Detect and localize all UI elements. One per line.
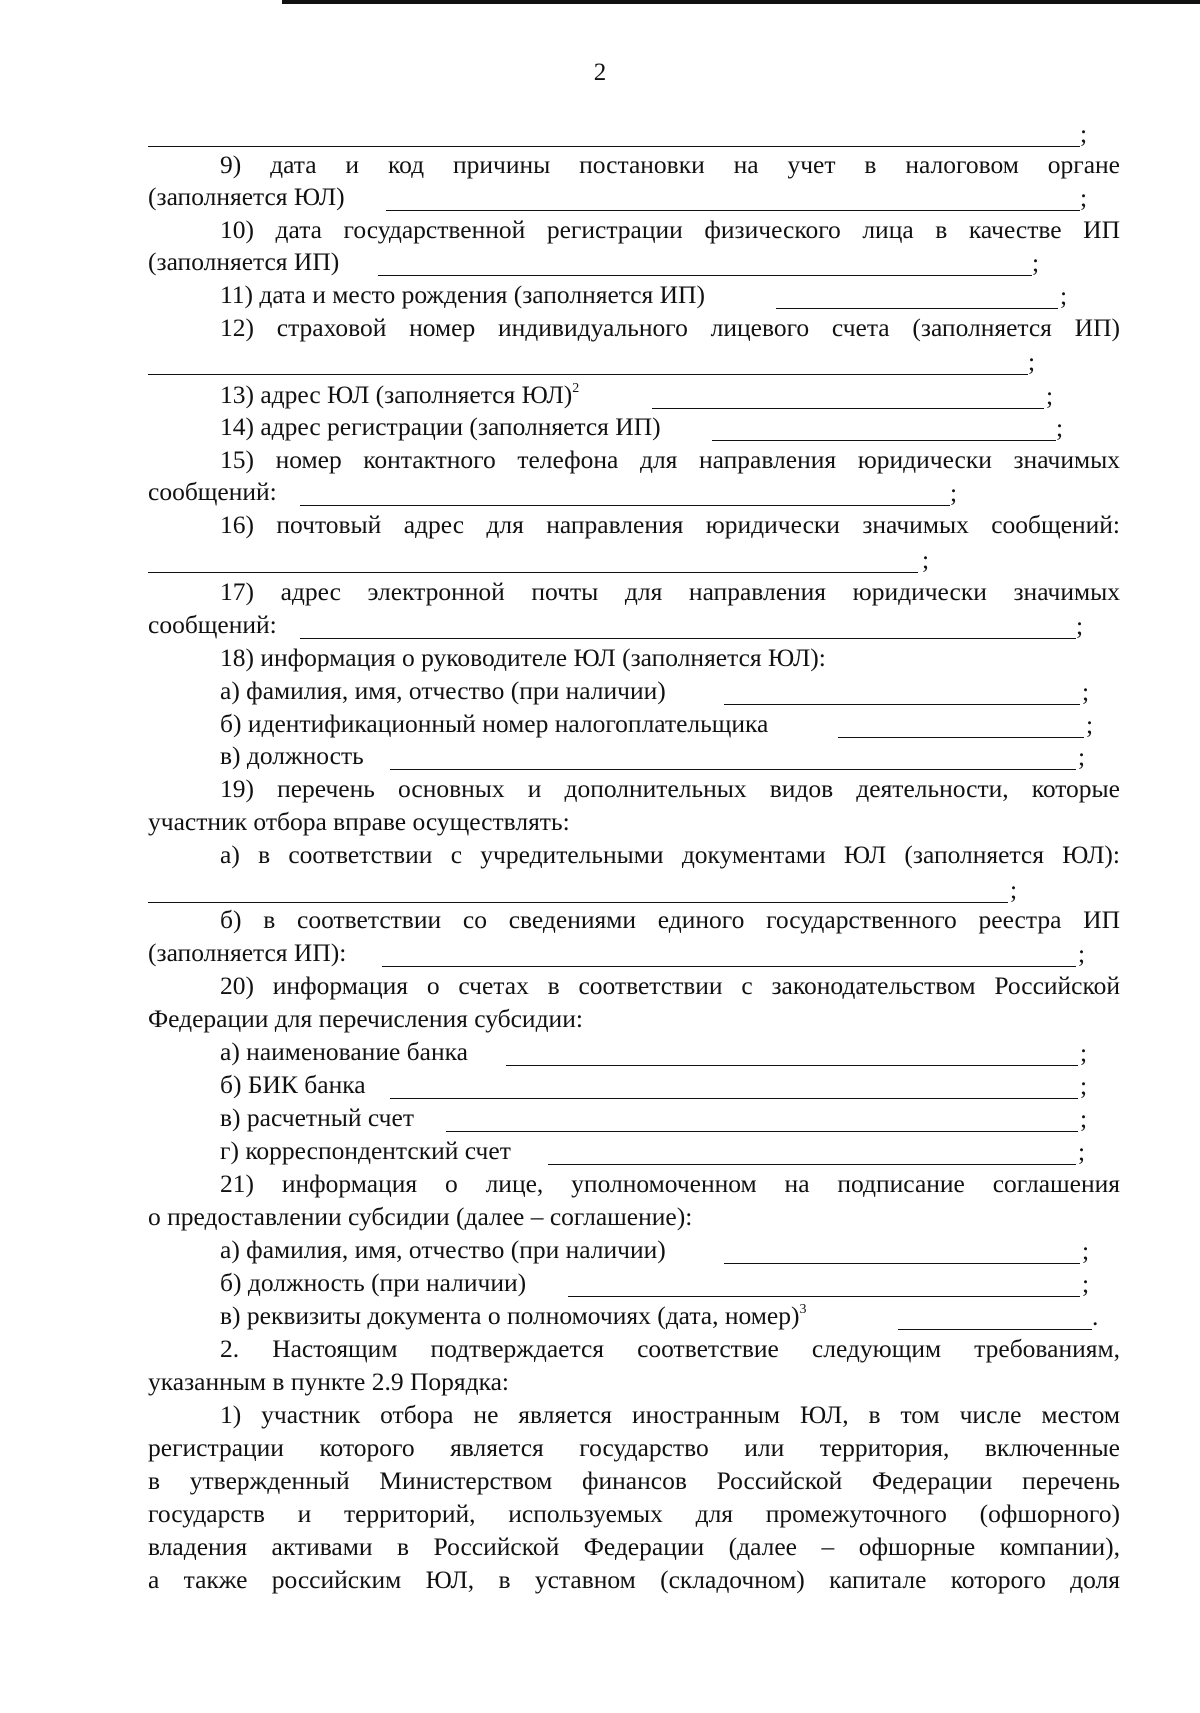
line-end-punct: ; bbox=[1080, 119, 1088, 148]
fill-line bbox=[838, 737, 1084, 738]
line-end-punct: ; bbox=[1078, 939, 1086, 968]
item-13-label: 13) адрес ЮЛ (заполняется ЮЛ) bbox=[220, 380, 573, 409]
line-end-punct: ; bbox=[1046, 381, 1054, 410]
line-end-punct: ; bbox=[1080, 1038, 1088, 1067]
item-20b-text: б) БИК банка bbox=[220, 1070, 366, 1099]
item-19a-text: а) в соответствии с учредительными документами ЮЛ (заполняется ЮЛ): bbox=[220, 840, 1120, 869]
req-1-text-cont: регистрации которого является государство или территория, включенные bbox=[148, 1433, 1120, 1462]
item-11-text: 11) дата и место рождения (заполняется ИП) bbox=[220, 280, 705, 309]
footnote-ref-3: 3 bbox=[799, 1301, 807, 1317]
item-10-text: 10) дата государственной регистрации физического лица в качестве ИП bbox=[220, 215, 1120, 244]
item-10-text-cont: (заполняется ИП) bbox=[148, 247, 340, 276]
item-18c-text: в) должность bbox=[220, 741, 364, 770]
section-2-text-cont: указанным в пункте 2.9 Порядка: bbox=[148, 1367, 510, 1396]
item-20-text: 20) информация о счетах в соответствии с законодательством Российской bbox=[220, 971, 1120, 1000]
item-12-text: 12) страховой номер индивидуального лицевого счета (заполняется ИП) bbox=[220, 313, 1120, 342]
item-19b-text: б) в соответствии со сведениями единого государственного реестра ИП bbox=[220, 905, 1120, 934]
item-21c-text bbox=[220, 1301, 806, 1331]
line-end-punct: ; bbox=[1056, 413, 1064, 442]
fill-line bbox=[776, 308, 1058, 309]
fill-line bbox=[652, 408, 1044, 409]
line-end-punct: ; bbox=[1080, 1104, 1088, 1133]
fill-line bbox=[724, 704, 1080, 705]
line-end-punct: ; bbox=[922, 545, 930, 574]
fill-line bbox=[548, 1164, 1076, 1165]
fill-line bbox=[382, 966, 1076, 967]
fill-line bbox=[148, 572, 918, 573]
item-20-text-cont: Федерации для перечисления субсидии: bbox=[148, 1004, 583, 1033]
item-21-text-cont: о предоставлении субсидии (далее – соглашение): bbox=[148, 1202, 693, 1231]
item-20c-text: в) расчетный счет bbox=[220, 1103, 414, 1132]
section-2-text: 2. Настоящим подтверждается соответствие следующим требованиям, bbox=[220, 1334, 1120, 1363]
line-end-punct: ; bbox=[1078, 1137, 1086, 1166]
req-1-text-cont: а также российским ЮЛ, в уставном (складочном) капитале которого доля bbox=[148, 1565, 1120, 1594]
line-end-punct: ; bbox=[1082, 1236, 1090, 1265]
item-15-text: 15) номер контактного телефона для направления юридически значимых bbox=[220, 445, 1120, 474]
fill-line bbox=[300, 638, 1076, 639]
fill-line bbox=[712, 440, 1056, 441]
fill-line bbox=[446, 1131, 1078, 1132]
fill-line bbox=[148, 902, 1008, 903]
footnote-ref-2: 2 bbox=[572, 380, 580, 396]
fill-line bbox=[390, 769, 1076, 770]
line-end-punct: ; bbox=[1080, 183, 1088, 212]
fill-line bbox=[568, 1296, 1080, 1297]
line-end-punct: ; bbox=[1080, 1071, 1088, 1100]
item-19-text: 19) перечень основных и дополнительных видов деятельности, которые bbox=[220, 774, 1120, 803]
req-1-text: 1) участник отбора не является иностранным ЮЛ, в том числе местом bbox=[220, 1400, 1120, 1429]
line-end-punct: . bbox=[1092, 1302, 1099, 1331]
item-17-text: 17) адрес электронной почты для направления юридически значимых bbox=[220, 577, 1120, 606]
fill-line bbox=[300, 505, 950, 506]
item-18b-text: б) идентификационный номер налогоплательщика bbox=[220, 709, 769, 738]
line-end-punct: ; bbox=[1032, 248, 1040, 277]
item-17-text-cont: сообщений: bbox=[148, 610, 277, 639]
item-9-text-cont: (заполняется ЮЛ) bbox=[148, 182, 345, 211]
item-18-text: 18) информация о руководителе ЮЛ (заполняется ЮЛ): bbox=[220, 643, 826, 672]
fill-line bbox=[148, 374, 1028, 375]
item-16-text: 16) почтовый адрес для направления юридически значимых сообщений: bbox=[220, 510, 1120, 539]
item-19-text-cont: участник отбора вправе осуществлять: bbox=[148, 807, 570, 836]
req-1-text-cont: в утвержденный Министерством финансов Российской Федерации перечень bbox=[148, 1466, 1120, 1495]
item-15-text-cont: сообщений: bbox=[148, 477, 277, 506]
fill-line bbox=[390, 1098, 1078, 1099]
item-9-text: 9) дата и код причины постановки на учет в налоговом органе bbox=[220, 150, 1120, 179]
line-end-punct: ; bbox=[1010, 875, 1018, 904]
req-1-text-cont: государств и территорий, используемых для промежуточного (офшорного) bbox=[148, 1499, 1120, 1528]
item-21c-label: в) реквизиты документа о полномочиях (дата, номер) bbox=[220, 1301, 800, 1330]
fill-line bbox=[724, 1263, 1080, 1264]
line-end-punct: ; bbox=[1060, 281, 1068, 310]
item-18a-text: а) фамилия, имя, отчество (при наличии) bbox=[220, 676, 666, 705]
fill-line bbox=[148, 146, 1080, 147]
line-end-punct: ; bbox=[1076, 611, 1084, 640]
fill-line bbox=[898, 1329, 1092, 1330]
fill-line bbox=[386, 210, 1080, 211]
item-21-text: 21) информация о лице, уполномоченном на подписание соглашения bbox=[220, 1169, 1120, 1198]
top-border-line bbox=[282, 0, 1200, 4]
line-end-punct: ; bbox=[1082, 1269, 1090, 1298]
line-end-punct: ; bbox=[1082, 677, 1090, 706]
item-21a-text: а) фамилия, имя, отчество (при наличии) bbox=[220, 1235, 666, 1264]
line-end-punct: ; bbox=[1086, 710, 1094, 739]
page-number: 2 bbox=[593, 59, 607, 86]
item-21b-text: б) должность (при наличии) bbox=[220, 1268, 527, 1297]
item-20d-text: г) корреспондентский счет bbox=[220, 1136, 511, 1165]
line-end-punct: ; bbox=[1028, 347, 1036, 376]
line-end-punct: ; bbox=[1078, 742, 1086, 771]
item-19b-text-cont: (заполняется ИП): bbox=[148, 938, 347, 967]
item-14-text: 14) адрес регистрации (заполняется ИП) bbox=[220, 412, 661, 441]
fill-line bbox=[506, 1065, 1078, 1066]
req-1-text-cont: владения активами в Российской Федерации (далее – офшорные компании), bbox=[148, 1532, 1120, 1561]
line-end-punct: ; bbox=[950, 478, 958, 507]
item-20a-text: а) наименование банка bbox=[220, 1037, 468, 1066]
item-13-text bbox=[220, 380, 579, 410]
fill-line bbox=[378, 275, 1032, 276]
